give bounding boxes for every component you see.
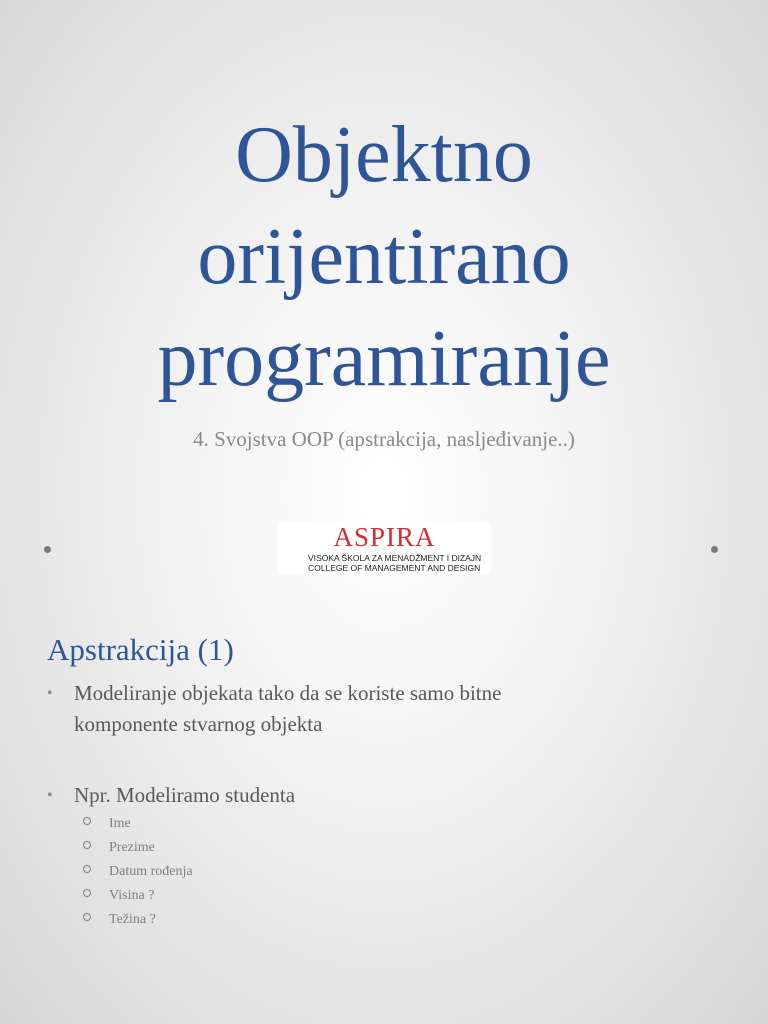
- slide-subtitle: 4. Svojstva OOP (apstrakcija, nasljeđivanje..): [193, 427, 575, 451]
- attribute-label: Ime: [109, 816, 131, 831]
- logo-tagline-local: VISOKA ŠKOLA ZA MENADŽMENT I DIZAJN: [308, 553, 482, 563]
- right-bullet-dot-icon: [711, 546, 718, 553]
- bullet-text-line: Modeliranje objekata tako da se koriste samo bitne: [74, 681, 502, 705]
- circle-bullet-icon: [83, 841, 91, 849]
- circle-bullet-icon: [83, 889, 91, 897]
- bullet-text-line: Npr. Modeliramo studenta: [74, 783, 296, 807]
- slide-title-line-2: orijentirano: [197, 213, 571, 301]
- bullet-marker-icon: •: [47, 787, 53, 804]
- attribute-label: Visina ?: [109, 888, 155, 903]
- bullet-item-1: [47, 678, 707, 740]
- attribute-label: Prezime: [109, 840, 155, 855]
- slide-title-line-3: programiranje: [157, 315, 611, 403]
- slide-title: [0, 104, 768, 410]
- circle-bullet-icon: [83, 817, 91, 825]
- attribute-label: Datum rođenja: [109, 864, 193, 879]
- slide-title-line-1: Objektno: [235, 111, 533, 199]
- logo-tagline-english: COLLEGE OF MANAGEMENT AND DESIGN: [308, 563, 481, 573]
- circle-bullet-icon: [83, 913, 91, 921]
- circle-bullet-icon: [83, 865, 91, 873]
- logo-name: ASPIRA: [333, 522, 436, 552]
- bullet-marker-icon: •: [47, 685, 53, 702]
- left-bullet-dot-icon: [44, 546, 51, 553]
- section-heading: Apstrakcija (1): [47, 632, 234, 667]
- aspira-logo: [278, 522, 491, 574]
- attribute-label: Težina ?: [109, 912, 156, 927]
- bullet-text-line: komponente stvarnog objekta: [74, 712, 323, 736]
- bullet-item-2: [47, 780, 707, 811]
